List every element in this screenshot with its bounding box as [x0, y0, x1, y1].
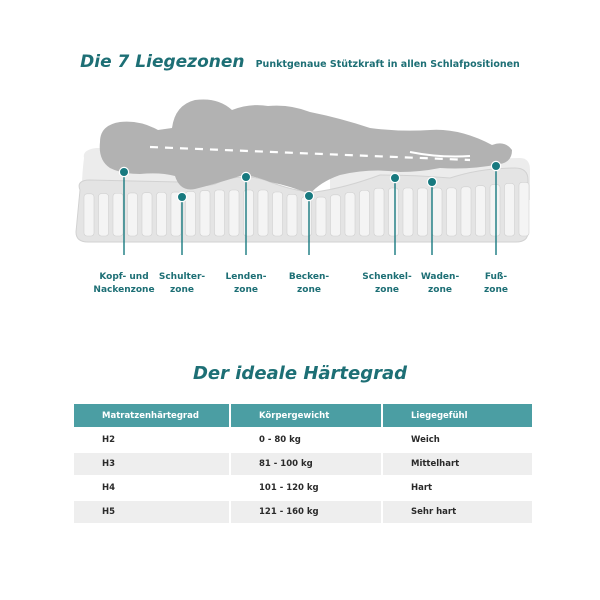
spring-coil [447, 188, 457, 236]
spring-coil [374, 188, 384, 236]
hardness-title: Der ideale Härtegrad [192, 363, 408, 384]
table-header-row [74, 404, 532, 427]
spring-coil [345, 193, 355, 236]
zone-label-becken: Becken- zone [288, 272, 330, 295]
table-row [74, 477, 532, 499]
spring-coil [287, 194, 297, 236]
spring-coil [229, 190, 239, 236]
spring-coil [302, 197, 312, 236]
zone-marker-dot [304, 191, 313, 200]
table-cell: Mittelhart [383, 453, 532, 475]
zone-label-fuss: Fuß- zone [484, 272, 508, 295]
spring-coil [403, 188, 413, 236]
spring-coil [258, 190, 268, 236]
spring-coil [331, 195, 341, 236]
zone-label-kopf: Kopf- und Nackenzone [93, 272, 155, 295]
zone-labels [0, 271, 600, 301]
table-cell: H5 [74, 501, 229, 523]
zone-label-schenkel: Schenkel- zone [362, 272, 412, 295]
table-cell: Weich [411, 435, 440, 445]
spring-coil [360, 190, 370, 236]
table-cell: H4 [102, 483, 116, 493]
spring-coil [519, 182, 529, 236]
zone-label-lenden: Lenden- zone [225, 272, 267, 295]
spring-coil [99, 194, 109, 236]
table-cell: 81 - 100 kg [231, 453, 381, 475]
spring-coil [84, 194, 94, 236]
table-cell: 121 - 160 kg [231, 501, 381, 523]
spring-coil [142, 193, 152, 236]
spring-coil [244, 190, 254, 236]
table-cell: H2 [102, 435, 116, 445]
page-header [0, 52, 600, 72]
spring-coil [128, 193, 138, 236]
spring-coil [432, 188, 442, 236]
table-cell: H3 [74, 453, 229, 475]
table-cell: 101 - 120 kg [259, 483, 319, 493]
spring-coil [418, 188, 428, 236]
spring-coil [490, 185, 500, 236]
sleep-zones-illustration [0, 85, 600, 255]
table-row [74, 501, 532, 523]
spring-coil [157, 192, 167, 236]
page-title: Die 7 Liegezonen [80, 52, 245, 72]
page-subtitle: Punktgenaue Stützkraft in allen Schlafpositionen [255, 59, 520, 70]
zone-marker-dot [491, 161, 500, 170]
spring-coil [389, 188, 399, 236]
table-row [74, 429, 532, 451]
table-row [74, 453, 532, 475]
zone-marker-dot [390, 173, 399, 182]
spring-coil [461, 187, 471, 236]
hardness-table [72, 402, 534, 525]
column-header: Matratzenhärtegrad [74, 404, 229, 427]
spring-coil [200, 191, 210, 236]
column-header: Liegegefühl [383, 404, 532, 427]
column-header: Körpergewicht [231, 404, 381, 427]
spring-coil [476, 186, 486, 236]
zone-label-schulter: Schulter- zone [158, 272, 206, 295]
spring-coil [113, 193, 123, 236]
table-cell: Hart [411, 483, 433, 493]
spring-coil [316, 197, 326, 236]
table-cell: Sehr hart [383, 501, 532, 523]
zone-marker-dot [177, 192, 186, 201]
zone-label-waden: Waden- zone [420, 272, 460, 295]
zone-marker-dot [119, 167, 128, 176]
zone-marker-dot [427, 177, 436, 186]
spring-coil [273, 192, 283, 236]
table-cell: 0 - 80 kg [259, 435, 301, 445]
spring-coil [215, 190, 225, 236]
spring-coil [505, 183, 515, 236]
zone-marker-dot [241, 172, 250, 181]
